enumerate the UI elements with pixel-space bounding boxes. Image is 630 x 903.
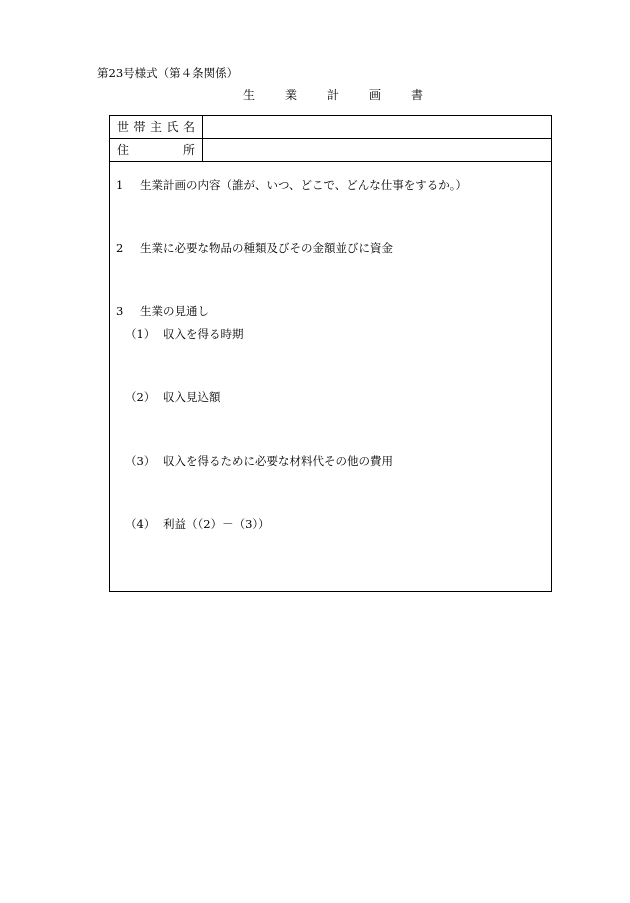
section-text: 生業計画の内容（誰が、いつ、どこで、どんな仕事をするか。） [140,178,468,192]
section-text: 生業に必要な物品の種類及びその金額並びに資金 [140,241,393,255]
label-char: 主 [149,120,162,134]
label-char: 名 [182,120,195,134]
subsection-income-timing [125,326,244,342]
form-number: 第23号様式（第４条関係） [97,66,239,80]
document-title [243,87,423,103]
title-char: 生 [243,88,256,102]
subsection-number: （4） [125,517,156,531]
subsection-number: （3） [125,454,156,468]
section-plan-content [116,177,467,193]
subsection-expected-income [125,389,221,405]
section-number: 1 [116,178,124,192]
label-char: 住 [117,143,130,157]
title-char: 計 [326,88,339,102]
label-char: 帯 [133,120,146,134]
address-label [110,139,203,161]
subsection-number: （1） [125,327,156,341]
section-number: 3 [116,304,124,318]
title-char: 書 [410,88,423,102]
address-field[interactable] [203,139,551,161]
householder-name-label [110,116,203,138]
subsection-text: 収入見込額 [163,390,221,404]
subsection-costs [125,453,393,469]
subsection-text: 利益（（2）－（3）） [163,517,270,531]
title-char: 画 [368,88,381,102]
section-outlook [116,303,209,319]
address-row [110,139,551,162]
subsection-profit [125,516,270,532]
section-required-items [116,240,393,256]
title-char: 業 [284,88,297,102]
label-char: 氏 [166,120,179,134]
section-text: 生業の見通し [140,304,209,318]
householder-row [110,116,551,139]
subsection-text: 収入を得るために必要な材料代その他の費用 [163,454,393,468]
subsection-number: （2） [125,390,156,404]
label-char: 世 [117,120,130,134]
label-char: 所 [182,143,195,157]
householder-name-field[interactable] [203,116,551,138]
subsection-text: 収入を得る時期 [163,327,244,341]
section-number: 2 [116,241,124,255]
